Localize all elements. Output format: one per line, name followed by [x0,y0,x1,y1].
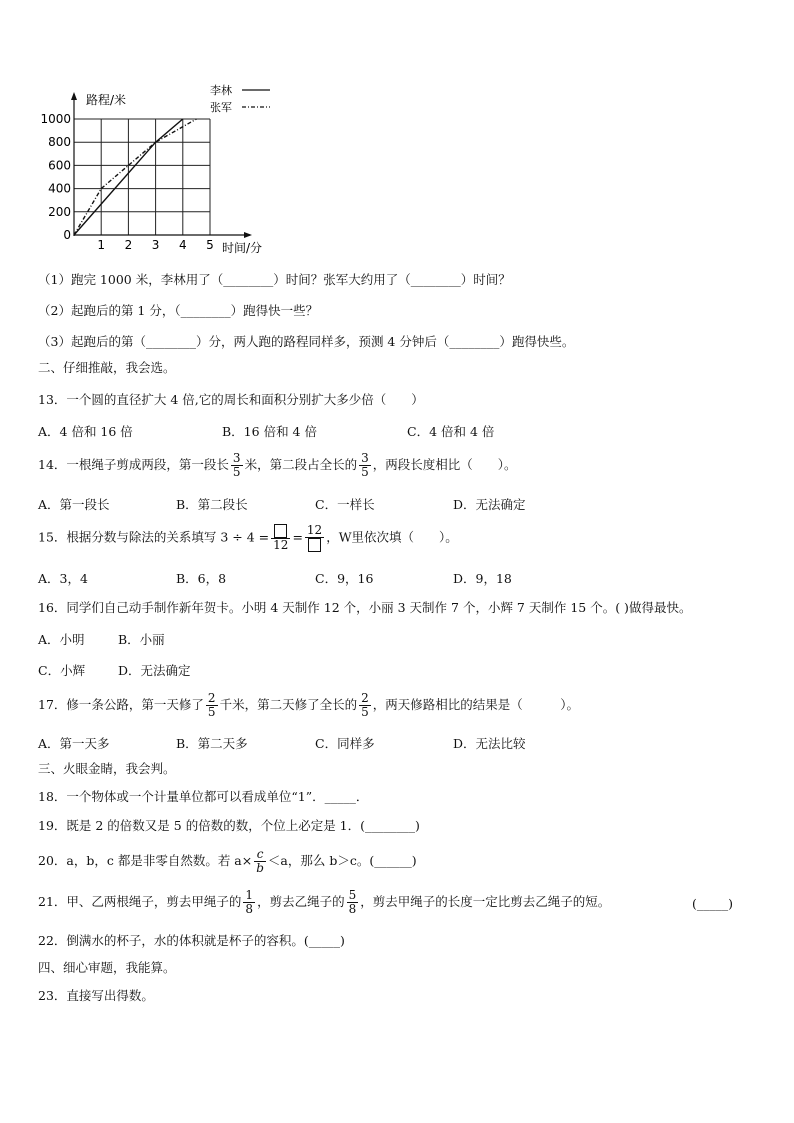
q17-frac2-den: 5 [361,705,369,719]
q20-stem-a: 20．a，b，c 都是非零自然数。若 a× [38,853,253,868]
chart-grid [74,119,210,235]
q16-stem: 16．同学们自己动手制作新年贺卡。小明 4 天制作 12 个，小丽 3 天制作 7 个，小辉 7 天制作 15 个。( )做得最快。 [38,600,692,615]
q14-frac2-num: 3 [361,451,369,465]
q14-stem-c: ，两段长度相比（ ）。 [372,457,517,472]
q15-blank-box-1 [274,524,287,538]
q21-frac2-den: 8 [348,902,357,916]
x-tick-label-3: 3 [151,238,160,252]
q22-statement: 22．倒满水的杯子，水的体积就是杯子的容积。(_____) [38,933,345,948]
legend-label-lilin: 李林 [210,84,232,97]
q23-stem: 23．直接写出得数。 [38,988,154,1003]
q14-stem-b: 米，第二段占全长的 [244,457,358,472]
x-tick-label-1: 1 [97,238,106,252]
section-4-heading: 四、细心审题，我能算。 [38,960,176,975]
q20-stem-b: ＜a，那么 b＞c。(______) [267,853,417,868]
y-tick-label-200: 200 [48,204,71,219]
q15-frac2-box [305,538,324,552]
q14-option-b: B．第二段长 [176,497,248,512]
chart-ticks [40,112,213,252]
q14-frac1-den: 5 [232,465,241,479]
q17-stem-b: 千米，第二天修了全长的 [219,697,358,712]
q14-fraction-2 [359,452,371,479]
q14-fraction-1 [231,452,243,479]
legend-label-zhangjun: 张军 [210,101,232,114]
chart-legend [210,83,270,114]
q15-fraction-1 [271,524,290,552]
q17-stem-c: ，两天修路相比的结果是（ ）。 [372,697,579,712]
q21-answer-blank: (_____) [692,896,734,911]
y-axis-arrow [71,92,77,100]
q21-stem-c: ，剪去甲绳子的长度一定比剪去乙绳子的短。 [360,894,611,909]
x-tick-label-4: 4 [178,238,187,252]
q13-option-b: B．16 倍和 4 倍 [222,424,317,439]
q17-option-b: B．第二天多 [176,736,248,751]
q18-statement: 18．一个物体或一个计量单位都可以看成单位“1”．_____． [38,789,369,804]
q14-stem [38,452,516,479]
q21-frac1-num: 1 [245,888,254,902]
q21-statement [38,889,610,916]
q15-fraction-2 [305,524,324,552]
q15-frac1-den: 12 [273,538,289,552]
q15-frac1-box [271,524,290,539]
chart-lines [74,119,196,235]
q15-option-a: A．3，4 [38,571,88,586]
q21-frac2-num: 5 [348,888,357,902]
q17-fraction-1 [206,692,218,719]
q17-stem [38,692,579,719]
x-tick-label-5: 5 [206,238,214,252]
q15-stem [38,524,458,552]
y-tick-label-1000: 1000 [40,112,71,126]
q14-option-a: A．第一段长 [38,497,110,512]
q14-option-c: C．一样长 [315,497,375,512]
q16-option-b: B．小丽 [118,632,165,647]
q14-stem-a: 14．一根绳子剪成两段，第一段长 [38,457,229,472]
q14-frac2-den: 5 [361,465,369,479]
q19-statement: 19．既是 2 的倍数又是 5 的倍数的数，个位上必定是 1．(________) [38,818,420,833]
q13-option-c: C．4 倍和 4 倍 [407,424,495,439]
q15-frac2-num: 12 [306,523,323,537]
q20-statement [38,848,417,875]
x-axis-arrow [244,232,252,238]
distance-time-chart [30,80,290,260]
q17-frac1-den: 5 [207,705,216,719]
section-3-heading: 三、火眼金睛，我会判。 [38,761,176,776]
section-2-heading: 二、仔细推敲，我会选。 [38,360,176,375]
q13-stem: 13．一个圆的直径扩大 4 倍,它的周长和面积分别扩大多少倍（ ） [38,392,424,407]
q13-option-a: A．4 倍和 16 倍 [38,424,133,439]
q14-option-d: D．无法确定 [453,497,526,512]
y-tick-label-0: 0 [63,228,71,242]
y-axis-label: 路程/米 [86,93,127,107]
q21-fraction-1 [243,889,255,916]
chart-question-2: （2）起跑后的第 1 分，（________）跑得快一些？ [38,303,319,318]
q17-fraction-2 [359,692,371,719]
q14-frac1-num: 3 [232,451,241,465]
q15-stem-a: 15．根据分数与除法的关系填写 3 ÷ 4 = [38,529,270,545]
q17-option-a: A．第一天多 [38,736,110,751]
q16-option-d: D．无法确定 [118,663,191,678]
chart-question-1: （1）跑完 1000 米，李林用了（________）时间？张军大约用了（________）时间？ [38,272,511,287]
q17-option-c: C．同样多 [315,736,375,751]
q21-frac1-den: 8 [245,902,254,916]
q20-frac-num: c [254,848,266,862]
series-line-zhangjun [74,119,196,235]
y-tick-label-600: 600 [48,158,71,173]
q16-option-c: C．小辉 [38,663,86,678]
q15-option-c: C．9，16 [315,571,374,586]
q20-fraction [254,848,266,875]
q15-stem-b: ，W里依次填（ ）。 [326,529,458,545]
q21-stem-b: ，剪去乙绳子的 [257,894,345,909]
q17-stem-a: 17．修一条公路，第一天修了 [38,697,204,712]
chart-question-3: （3）起跑后的第（________）分，两人跑的路程同样多，预测 4 分钟后（________）跑得快些。 [38,334,575,349]
q17-option-d: D．无法比较 [453,736,526,751]
x-tick-label-2: 2 [124,238,133,252]
q15-equals: = [292,529,303,545]
q15-option-d: D．9，18 [453,571,512,586]
q17-frac1-num: 2 [207,691,216,705]
q20-frac-den: b [256,861,264,875]
q17-frac2-num: 2 [361,691,369,705]
q15-option-b: B．6，8 [176,571,227,586]
x-axis-label: 时间/分 [222,241,263,255]
y-tick-label-400: 400 [48,181,71,196]
q16-option-a: A．小明 [38,632,85,647]
q21-stem-a: 21．甲、乙两根绳子，剪去甲绳子的 [38,894,242,909]
q15-blank-box-2 [308,538,321,552]
q21-fraction-2 [347,889,359,916]
y-tick-label-800: 800 [48,135,71,150]
